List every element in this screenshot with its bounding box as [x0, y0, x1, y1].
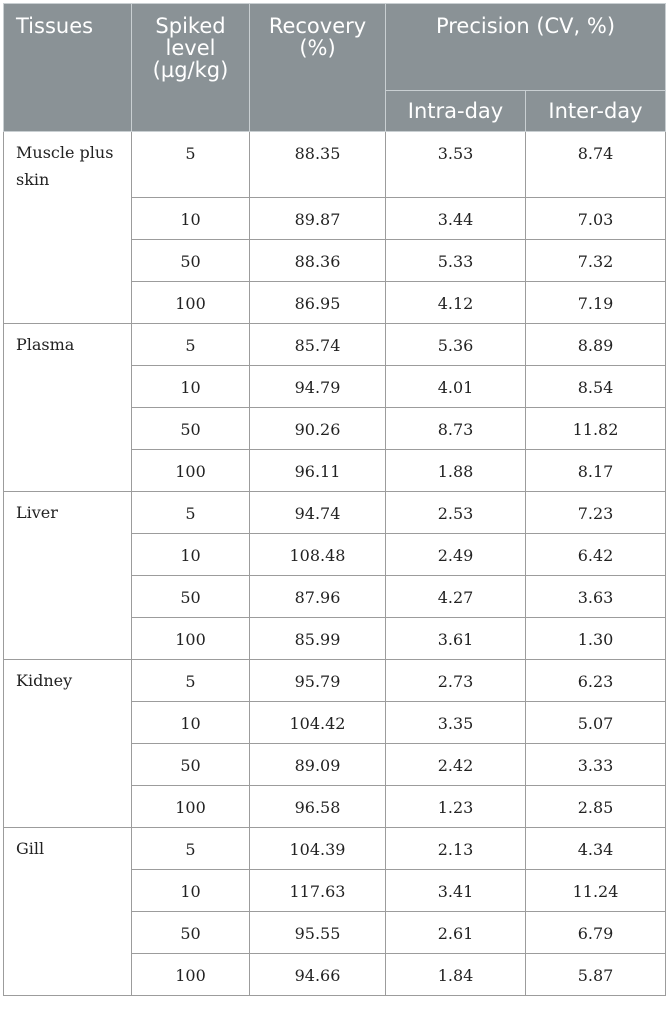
recovery-cell: 95.79 [250, 660, 386, 702]
spiked-level-cell: 50 [132, 744, 250, 786]
inter-day-cell: 2.85 [526, 786, 666, 828]
recovery-cell: 94.74 [250, 492, 386, 534]
inter-day-cell: 6.42 [526, 534, 666, 576]
spiked-level-cell: 5 [132, 828, 250, 870]
intra-day-cell: 5.36 [386, 324, 526, 366]
recovery-cell: 94.79 [250, 366, 386, 408]
spiked-level-cell: 5 [132, 660, 250, 702]
header-inter-day: Inter-day [526, 91, 666, 132]
inter-day-cell: 11.24 [526, 870, 666, 912]
recovery-cell: 85.99 [250, 618, 386, 660]
intra-day-cell: 2.73 [386, 660, 526, 702]
table-row [4, 828, 666, 870]
tissue-cell: Kidney [4, 660, 132, 828]
inter-day-cell: 6.23 [526, 660, 666, 702]
intra-day-cell: 2.49 [386, 534, 526, 576]
spiked-level-cell: 50 [132, 912, 250, 954]
spiked-level-cell: 100 [132, 282, 250, 324]
intra-day-cell: 4.27 [386, 576, 526, 618]
intra-day-cell: 3.41 [386, 870, 526, 912]
recovery-cell: 87.96 [250, 576, 386, 618]
header-precision: Precision (CV, %) [386, 4, 666, 91]
header-spiked-level: Spiked level (µg/kg) [132, 4, 250, 132]
intra-day-cell: 3.44 [386, 198, 526, 240]
table-row [4, 132, 666, 198]
inter-day-cell: 3.33 [526, 744, 666, 786]
recovery-cell: 96.11 [250, 450, 386, 492]
table-row [4, 324, 666, 366]
inter-day-cell: 5.07 [526, 702, 666, 744]
intra-day-cell: 3.53 [386, 132, 526, 198]
spiked-level-cell: 5 [132, 492, 250, 534]
inter-day-cell: 1.30 [526, 618, 666, 660]
inter-day-cell: 11.82 [526, 408, 666, 450]
recovery-cell: 104.39 [250, 828, 386, 870]
recovery-cell: 96.58 [250, 786, 386, 828]
recovery-cell: 89.09 [250, 744, 386, 786]
table-row [4, 660, 666, 702]
inter-day-cell: 5.87 [526, 954, 666, 996]
header-recovery: Recovery (%) [250, 4, 386, 132]
spiked-level-cell: 100 [132, 786, 250, 828]
spiked-level-cell: 5 [132, 324, 250, 366]
intra-day-cell: 2.42 [386, 744, 526, 786]
inter-day-cell: 8.17 [526, 450, 666, 492]
recovery-cell: 94.66 [250, 954, 386, 996]
recovery-cell: 85.74 [250, 324, 386, 366]
intra-day-cell: 3.61 [386, 618, 526, 660]
recovery-cell: 95.55 [250, 912, 386, 954]
tissue-cell: Muscle plus skin [4, 132, 132, 324]
recovery-cell: 104.42 [250, 702, 386, 744]
inter-day-cell: 8.74 [526, 132, 666, 198]
spiked-level-cell: 5 [132, 132, 250, 198]
inter-day-cell: 8.54 [526, 366, 666, 408]
recovery-cell: 90.26 [250, 408, 386, 450]
recovery-cell: 117.63 [250, 870, 386, 912]
spiked-level-cell: 10 [132, 870, 250, 912]
spiked-level-cell: 10 [132, 198, 250, 240]
intra-day-cell: 1.88 [386, 450, 526, 492]
intra-day-cell: 3.35 [386, 702, 526, 744]
tissue-cell: Gill [4, 828, 132, 996]
inter-day-cell: 7.23 [526, 492, 666, 534]
intra-day-cell: 1.23 [386, 786, 526, 828]
spiked-level-cell: 50 [132, 240, 250, 282]
intra-day-cell: 1.84 [386, 954, 526, 996]
inter-day-cell: 8.89 [526, 324, 666, 366]
recovery-precision-table [3, 3, 666, 996]
recovery-cell: 108.48 [250, 534, 386, 576]
tissue-cell: Plasma [4, 324, 132, 492]
spiked-level-cell: 100 [132, 954, 250, 996]
recovery-cell: 88.36 [250, 240, 386, 282]
intra-day-cell: 4.12 [386, 282, 526, 324]
spiked-level-cell: 50 [132, 408, 250, 450]
header-intra-day: Intra-day [386, 91, 526, 132]
recovery-cell: 86.95 [250, 282, 386, 324]
spiked-level-cell: 100 [132, 450, 250, 492]
inter-day-cell: 4.34 [526, 828, 666, 870]
recovery-cell: 89.87 [250, 198, 386, 240]
intra-day-cell: 8.73 [386, 408, 526, 450]
inter-day-cell: 7.32 [526, 240, 666, 282]
spiked-level-cell: 10 [132, 366, 250, 408]
intra-day-cell: 5.33 [386, 240, 526, 282]
inter-day-cell: 7.19 [526, 282, 666, 324]
inter-day-cell: 3.63 [526, 576, 666, 618]
table-header [4, 4, 666, 132]
intra-day-cell: 2.13 [386, 828, 526, 870]
inter-day-cell: 7.03 [526, 198, 666, 240]
spiked-level-cell: 10 [132, 534, 250, 576]
spiked-level-cell: 100 [132, 618, 250, 660]
spiked-level-cell: 10 [132, 702, 250, 744]
tissue-cell: Liver [4, 492, 132, 660]
header-tissues: Tissues [4, 4, 132, 132]
inter-day-cell: 6.79 [526, 912, 666, 954]
intra-day-cell: 4.01 [386, 366, 526, 408]
recovery-cell: 88.35 [250, 132, 386, 198]
table-body [4, 132, 666, 996]
intra-day-cell: 2.53 [386, 492, 526, 534]
intra-day-cell: 2.61 [386, 912, 526, 954]
table-row [4, 492, 666, 534]
spiked-level-cell: 50 [132, 576, 250, 618]
